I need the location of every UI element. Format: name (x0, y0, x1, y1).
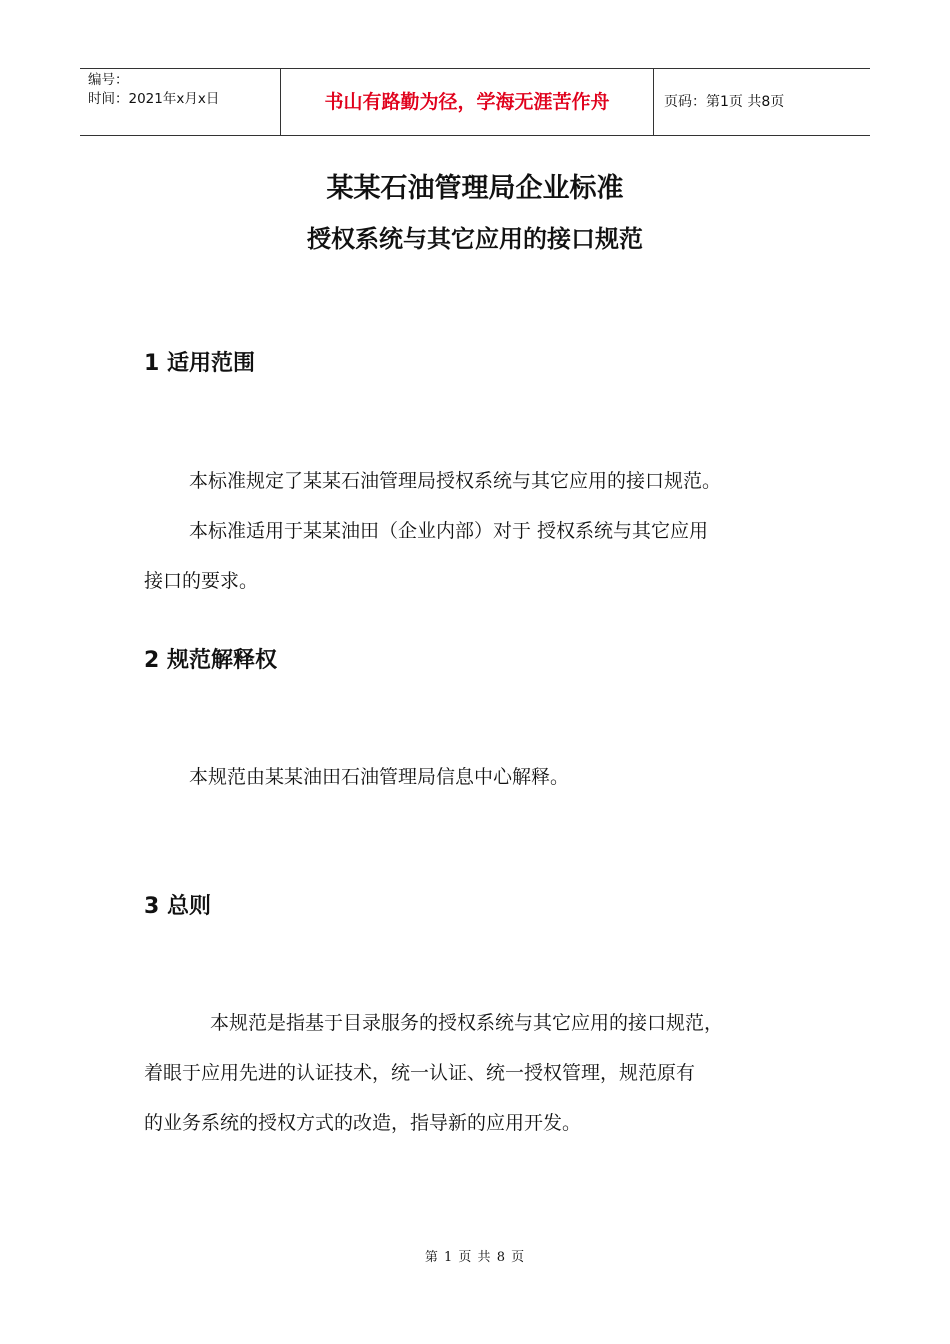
paragraph: 本规范是指基于目录服务的授权系统与其它应用的接口规范， (210, 1012, 724, 1034)
section-heading-scope: 1 适用范围 (144, 351, 255, 376)
paragraph: 本标准适用于某某油田（企业内部）对于 授权系统与其它应用 (189, 520, 709, 542)
paragraph: 的业务系统的授权方式的改造，指导新的应用开发。 (144, 1112, 582, 1134)
paragraph: 本标准规定了某某石油管理局授权系统与其它应用的接口规范。 (189, 470, 722, 492)
section-heading-general: 3 总则 (144, 894, 211, 919)
document-title: 某某石油管理局企业标准 (326, 173, 624, 204)
document-time-label: 时间：2021年x月x日 (88, 91, 220, 107)
header-motto: 书山有路勤为径，学海无涯苦作舟 (280, 69, 654, 135)
page-footer: 第 1 页 共 8 页 (424, 1250, 526, 1265)
paragraph: 接口的要求。 (144, 570, 259, 592)
paragraph: 着眼于应用先进的认证技术，统一认证、统一授权管理，规范原有 (144, 1062, 696, 1084)
page-header (80, 68, 870, 136)
header-page-label: 页码：第1页 共8页 (664, 94, 785, 110)
header-meta (80, 69, 280, 135)
document-number-label: 编号： (88, 72, 129, 88)
section-heading-interpretation: 2 规范解释权 (144, 648, 277, 673)
paragraph: 本规范由某某油田石油管理局信息中心解释。 (189, 766, 570, 788)
document-subtitle: 授权系统与其它应用的接口规范 (307, 225, 643, 253)
